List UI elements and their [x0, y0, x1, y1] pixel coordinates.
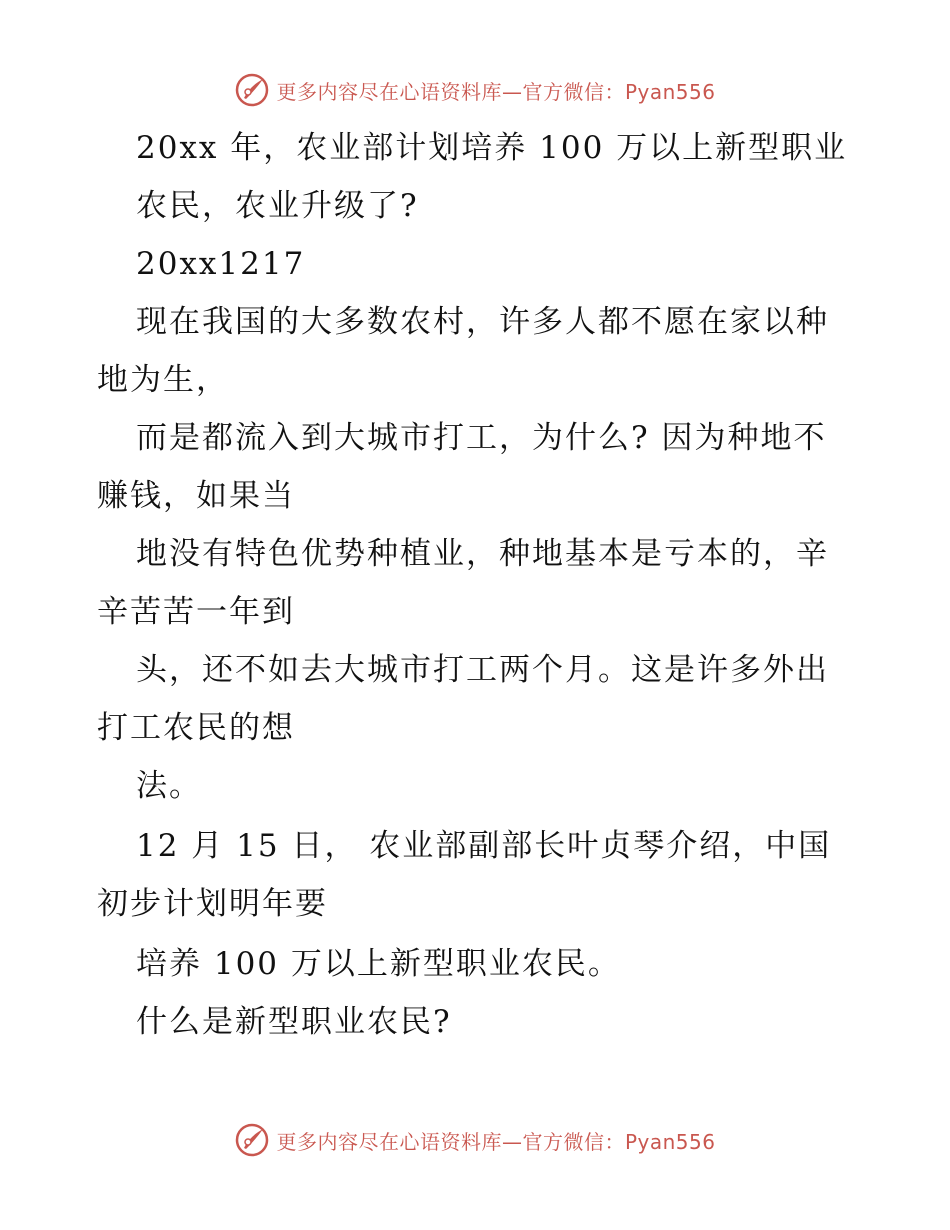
watermark-text: 更多内容尽在心语资料库—官方微信：Pyan556: [276, 1129, 716, 1154]
text-line: 辛苦苦一年到: [97, 594, 295, 630]
header-watermark: [0, 70, 950, 110]
text-line: 头，还不如去大城市打工两个月。这是许多外出: [136, 652, 829, 688]
text-line: 培养 100 万以上新型职业农民。: [136, 946, 621, 982]
text-line: 12 月 15 日， 农业部副部长叶贞琴介绍，中国: [136, 828, 832, 864]
text-line: 法。: [136, 768, 202, 804]
text-line: 什么是新型职业农民?: [136, 1004, 452, 1040]
text-line: 农民，农业升级了?: [136, 188, 419, 224]
text-line: 地没有特色优势种植业，种地基本是亏本的，辛: [136, 536, 829, 572]
text-line: 赚钱，如果当: [97, 478, 295, 514]
quill-logo-icon: [234, 72, 270, 108]
text-line: 而是都流入到大城市打工，为什么? 因为种地不: [136, 420, 827, 456]
text-line: 20xx1217: [136, 246, 306, 282]
footer-watermark: [0, 1120, 950, 1160]
text-line: 初步计划明年要: [97, 886, 328, 922]
watermark-text: 更多内容尽在心语资料库—官方微信：Pyan556: [276, 79, 716, 104]
text-line: 打工农民的想: [97, 710, 295, 746]
text-line: 20xx 年，农业部计划培养 100 万以上新型职业: [136, 130, 848, 166]
text-line: 现在我国的大多数农村，许多人都不愿在家以种: [136, 304, 829, 340]
quill-logo-icon: [234, 1122, 270, 1158]
text-line: 地为生，: [97, 362, 229, 398]
